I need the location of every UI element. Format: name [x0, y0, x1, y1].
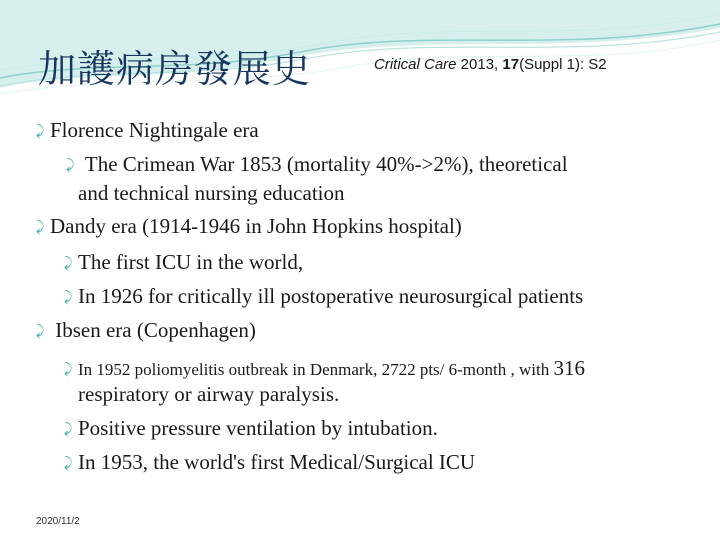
list-item: ⤸ The Crimean War 1853 (mortality 40%->2%), theoretical [66, 152, 568, 176]
list-item-continuation: and technical nursing education [78, 181, 345, 205]
curved-bullet-icon: ⤸ [36, 123, 45, 139]
list-item: ⤸ Positive pressure ventilation by intubation. [64, 416, 438, 440]
curved-bullet-icon: ⤸ [64, 455, 73, 471]
list-item: ⤸ In 1953, the world's first Medical/Surgical ICU [64, 450, 476, 474]
list-item: ⤸ Ibsen era (Copenhagen) [36, 318, 256, 342]
list-item: ⤸ Florence Nightingale era [36, 118, 259, 142]
list-item: ⤸ The first ICU in the world, [64, 250, 304, 274]
curved-bullet-icon: ⤸ [64, 255, 73, 271]
curved-bullet-icon: ⤸ [64, 289, 73, 305]
list-item-continuation: respiratory or airway paralysis. [78, 382, 340, 406]
list-item: ⤸ In 1952 poliomyelitis outbreak in Denmark, 2722 pts/ 6-month , with 316 [64, 356, 585, 380]
list-item: ⤸ Dandy era (1914-1946 in John Hopkins hospital) [36, 214, 462, 238]
curved-bullet-icon: ⤸ [66, 157, 75, 173]
emphasis-number: 316 [553, 356, 585, 380]
citation-year: 2013, [456, 56, 503, 73]
citation-journal: Critical Care [374, 56, 457, 73]
curved-bullet-icon: ⤸ [36, 323, 45, 339]
citation-page: : S2 [579, 56, 607, 73]
curved-bullet-icon: ⤸ [36, 219, 45, 235]
slide-date: 2020/11/2 [36, 516, 80, 527]
curved-bullet-icon: ⤸ [64, 361, 73, 377]
citation-issue: (Suppl 1) [519, 56, 580, 73]
list-item: ⤸ In 1926 for critically ill postoperative neurosurgical patients [64, 284, 584, 308]
page-title: 加護病房發展史 [38, 47, 312, 91]
curved-bullet-icon: ⤸ [64, 421, 73, 437]
citation-volume: 17 [502, 56, 520, 73]
